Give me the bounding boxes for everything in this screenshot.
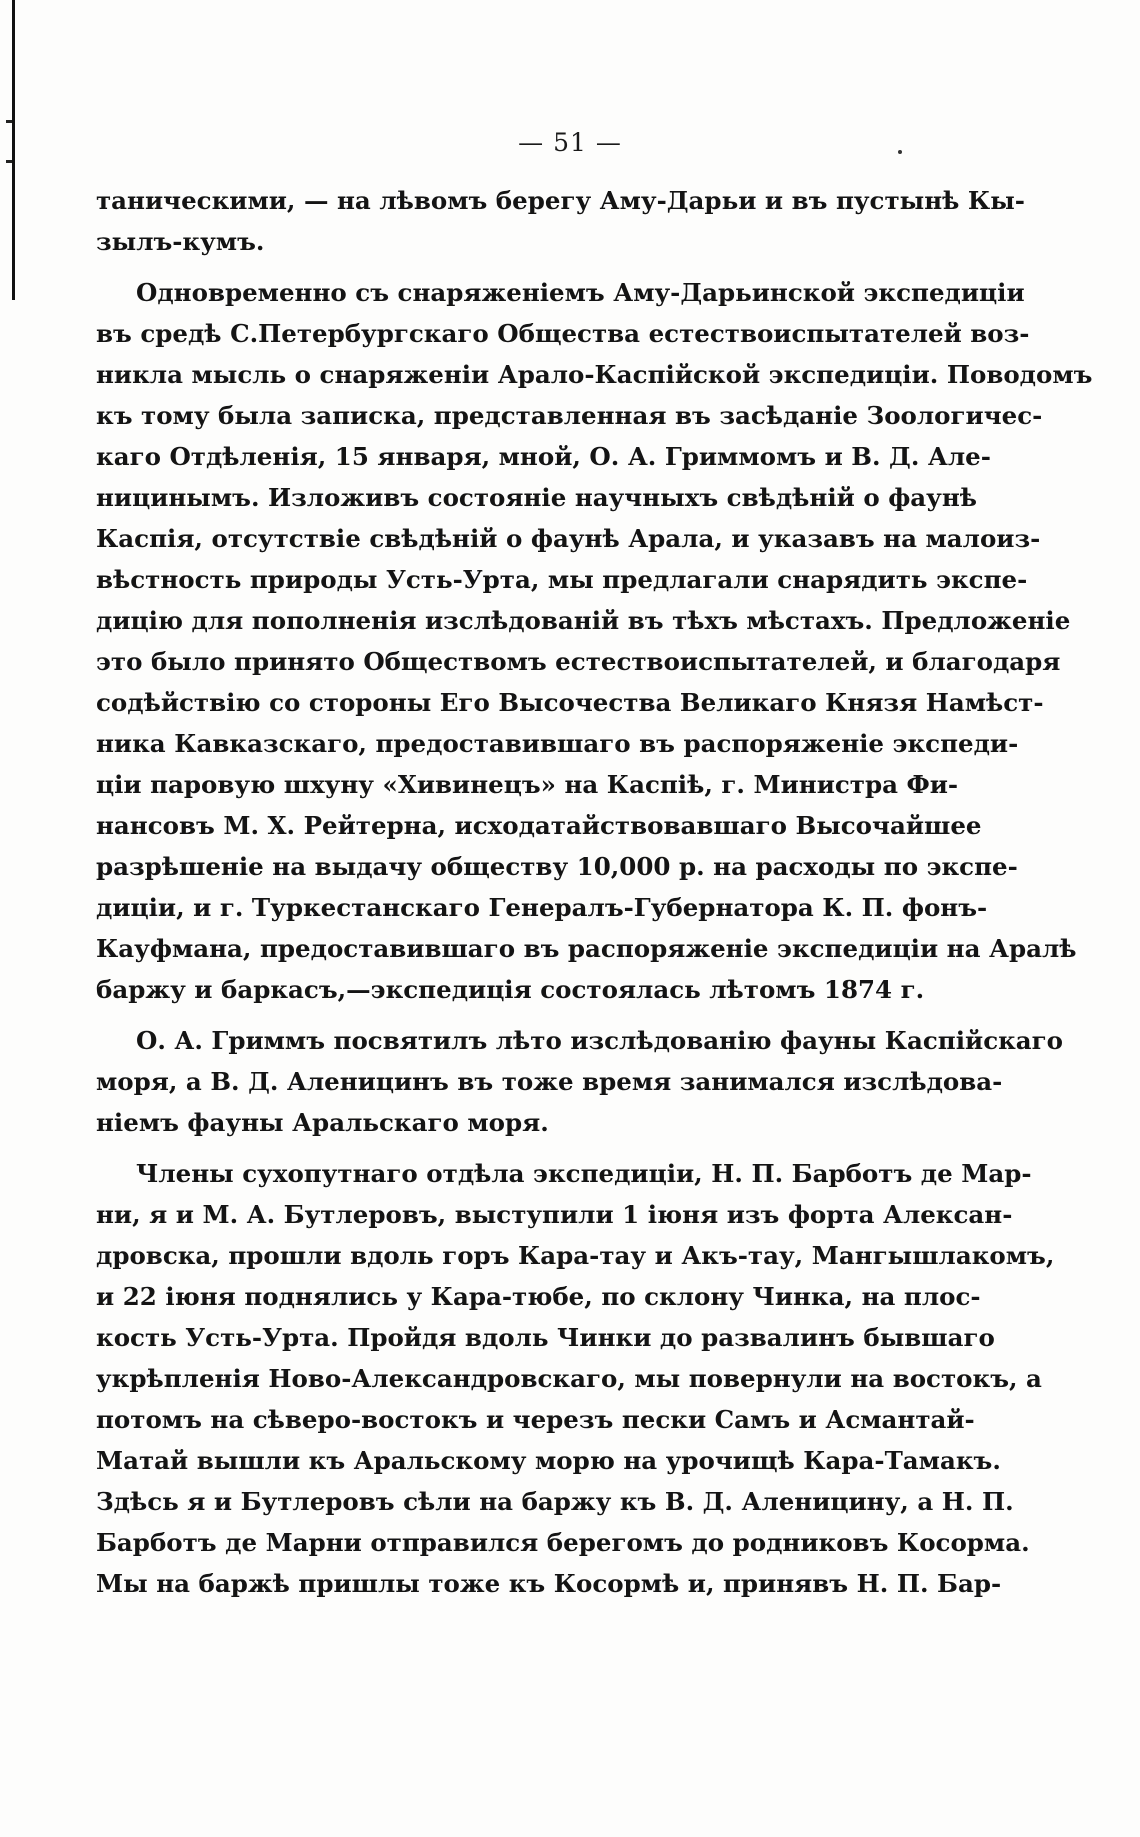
text-line: Одновременно съ снаряженіемъ Аму-Дарьинской экспедиціи [136, 278, 1025, 307]
text-line: это было принято Обществомъ естествоиспытателей, и благодаря [96, 647, 1061, 676]
scan-edge-mark [6, 120, 12, 123]
text-line: ника Кавказскаго, предоставившаго въ распоряженіе экспеди- [96, 729, 1019, 758]
text-line: таническими, — на лѣвомъ берегу Аму-Дарьи и въ пустынѣ Кы- [96, 186, 1025, 215]
text-line: вѣстность природы Усть-Урта, мы предлагали снарядить экспе- [96, 565, 1028, 594]
text-line: Барботъ де Марни отправился берегомъ до родниковъ Косорма. [96, 1528, 1030, 1557]
text-line: въ средѣ С.Петербургскаго Общества естествоиспытателей воз- [96, 319, 1030, 348]
text-line: каго Отдѣленія, 15 января, мной, О. А. Гриммомъ и В. Д. Але- [96, 442, 991, 471]
text-line: Каспія, отсутствіе свѣдѣній о фаунѣ Арала, и указавъ на малоиз- [96, 524, 1041, 553]
text-line: моря, а В. Д. Аленицинъ въ тоже время занимался изслѣдова- [96, 1067, 1003, 1096]
text-line: ницинымъ. Изложивъ состояніе научныхъ свѣдѣній о фаунѣ [96, 483, 978, 512]
text-line: Мы на баржѣ пришлы тоже къ Косормѣ и, принявъ Н. П. Бар- [96, 1569, 1002, 1598]
body-text [96, 180, 1093, 1604]
text-line: нансовъ М. Х. Рейтерна, исходатайствовавшаго Высочайшее [96, 811, 982, 840]
text-line: диціи, и г. Туркестанскаго Генералъ-Губернатора К. П. фонъ- [96, 893, 988, 922]
text-line: къ тому была записка, представленная въ засѣданіе Зоологичес- [96, 401, 1043, 430]
text-line: потомъ на сѣверо-востокъ и черезъ пески Самъ и Асмантай- [96, 1405, 975, 1434]
text-line: баржу и баркасъ,—экспедиція состоялась лѣтомъ 1874 г. [96, 975, 925, 1004]
text-line: содѣйствію со стороны Его Высочества Великаго Князя Намѣст- [96, 688, 1044, 717]
text-line: и 22 іюня поднялись у Кара-тюбе, по склону Чинка, на плос- [96, 1282, 981, 1311]
text-line: кость Усть-Урта. Пройдя вдоль Чинки до развалинъ бывшаго [96, 1323, 995, 1352]
text-line: укрѣпленія Ново-Александровскаго, мы повернули на востокъ, а [96, 1364, 1042, 1393]
text-line: Здѣсь я и Бутлеровъ сѣли на баржу къ В. Д. Аленицину, а Н. П. [96, 1487, 1014, 1516]
text-line: никла мысль о снаряженіи Арало-Каспійской экспедиціи. Поводомъ [96, 360, 1093, 389]
text-line: Кауфмана, предоставившаго въ распоряженіе экспедиціи на Аралѣ [96, 934, 1077, 963]
text-line: разрѣшеніе на выдачу обществу 10,000 р. на расходы по экспе- [96, 852, 1018, 881]
text-line: дровска, прошли вдоль горъ Кара-тау и Акъ-тау, Мангышлакомъ, [96, 1241, 1055, 1270]
text-line: ніемъ фауны Аральскаго моря. [96, 1108, 549, 1137]
text-line: зылъ-кумъ. [96, 227, 265, 256]
scan-edge-mark [6, 160, 12, 163]
text-line: ни, я и М. А. Бутлеровъ, выступили 1 іюня изъ форта Алексан- [96, 1200, 1013, 1229]
text-line: О. А. Гриммъ посвятилъ лѣто изслѣдованію фауны Каспійскаго [136, 1026, 1064, 1055]
page-number: — 51 — [518, 128, 622, 157]
text-line: Матай вышли къ Аральскому морю на урочищѣ Кара-Тамакъ. [96, 1446, 1001, 1475]
text-line: дицію для пополненія изслѣдованій въ тѣхъ мѣстахъ. Предложеніе [96, 606, 1071, 635]
text-line: Члены сухопутнаго отдѣла экспедиціи, Н. П. Барботъ де Мар- [136, 1159, 1032, 1188]
text-line: ціи паровую шхуну «Хивинецъ» на Каспіѣ, г. Министра Фи- [96, 770, 959, 799]
